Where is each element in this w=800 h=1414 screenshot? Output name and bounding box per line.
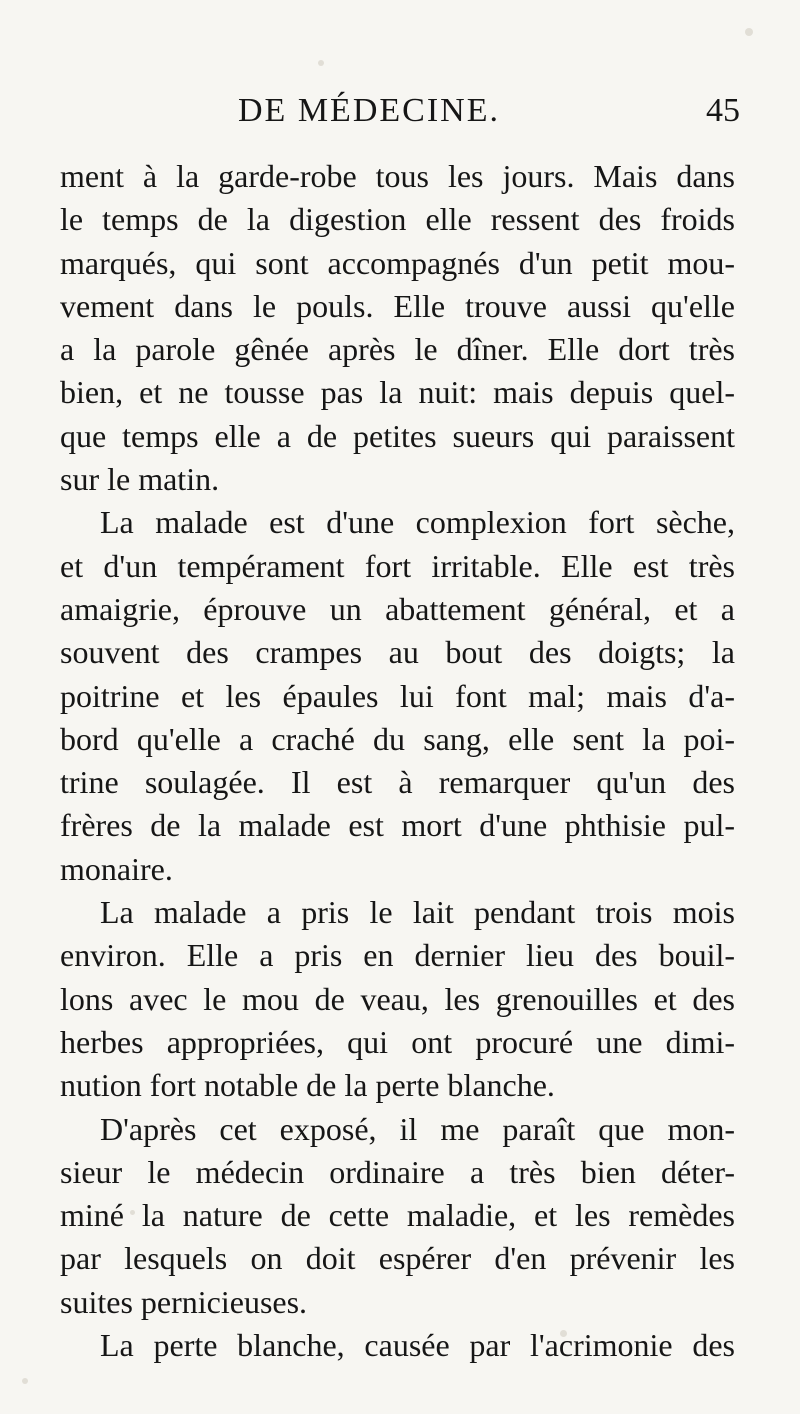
text-line: sieur le médecin ordinaire a très bien déter- (60, 1153, 735, 1190)
paragraph-start: D'après cet exposé, il me paraît que mon- (100, 1110, 735, 1147)
running-title: DE MÉDECINE. (238, 92, 500, 129)
text-line: herbes appropriées, qui ont procuré une dimi- (60, 1023, 735, 1060)
page-number: 45 (706, 92, 740, 129)
text-line: ment à la garde-robe tous les jours. Mais dans (60, 158, 735, 194)
text-line: amaigrie, éprouve un abattement général, et a (60, 590, 735, 627)
text-line: suites pernicieuses. (60, 1283, 308, 1320)
text-line: poitrine et les épaules lui font mal; mais d'a- (60, 677, 735, 714)
text-line: bord qu'elle a craché du sang, elle sent la poi- (60, 720, 735, 757)
paragraph-start: La malade a pris le lait pendant trois mois (100, 894, 735, 931)
text-line: a la parole gênée après le dîner. Elle dort très (60, 331, 735, 368)
text-line: bien, et ne tousse pas la nuit: mais depuis quel- (60, 374, 735, 411)
text-line: trine soulagée. Il est à remarquer qu'un des (60, 764, 735, 801)
text-line: et d'un tempérament fort irritable. Elle est très (60, 547, 735, 584)
text-line: marqués, qui sont accompagnés d'un petit mou- (60, 244, 735, 281)
text-line: monaire. (60, 850, 173, 887)
text-line: que temps elle a de petites sueurs qui paraissent (60, 417, 735, 454)
text-line: sur le matin. (60, 461, 220, 498)
text-line: le temps de la digestion elle ressent des froids (60, 201, 735, 238)
text-line: lons avec le mou de veau, les grenouilles et des (60, 980, 735, 1017)
paper-speck (318, 60, 324, 66)
body-text (60, 155, 735, 1367)
paper-speck (745, 28, 753, 36)
text-line: miné la nature de cette maladie, et les remèdes (60, 1197, 735, 1234)
paragraph-start: La perte blanche, causée par l'acrimonie des (100, 1327, 735, 1364)
text-line: environ. Elle a pris en dernier lieu des bouil- (60, 937, 735, 974)
text-line: nution fort notable de la perte blanche. (60, 1067, 555, 1104)
paper-speck (22, 1378, 28, 1384)
text-line: souvent des crampes au bout des doigts; la (60, 634, 735, 671)
page-header (60, 92, 740, 142)
text-line: vement dans le pouls. Elle trouve aussi qu'elle (60, 287, 735, 324)
text-line: par lesquels on doit espérer d'en prévenir les (60, 1240, 735, 1277)
text-line: frères de la malade est mort d'une phthisie pul- (60, 807, 735, 844)
paragraph-start: La malade est d'une complexion fort sèche, (100, 504, 735, 541)
